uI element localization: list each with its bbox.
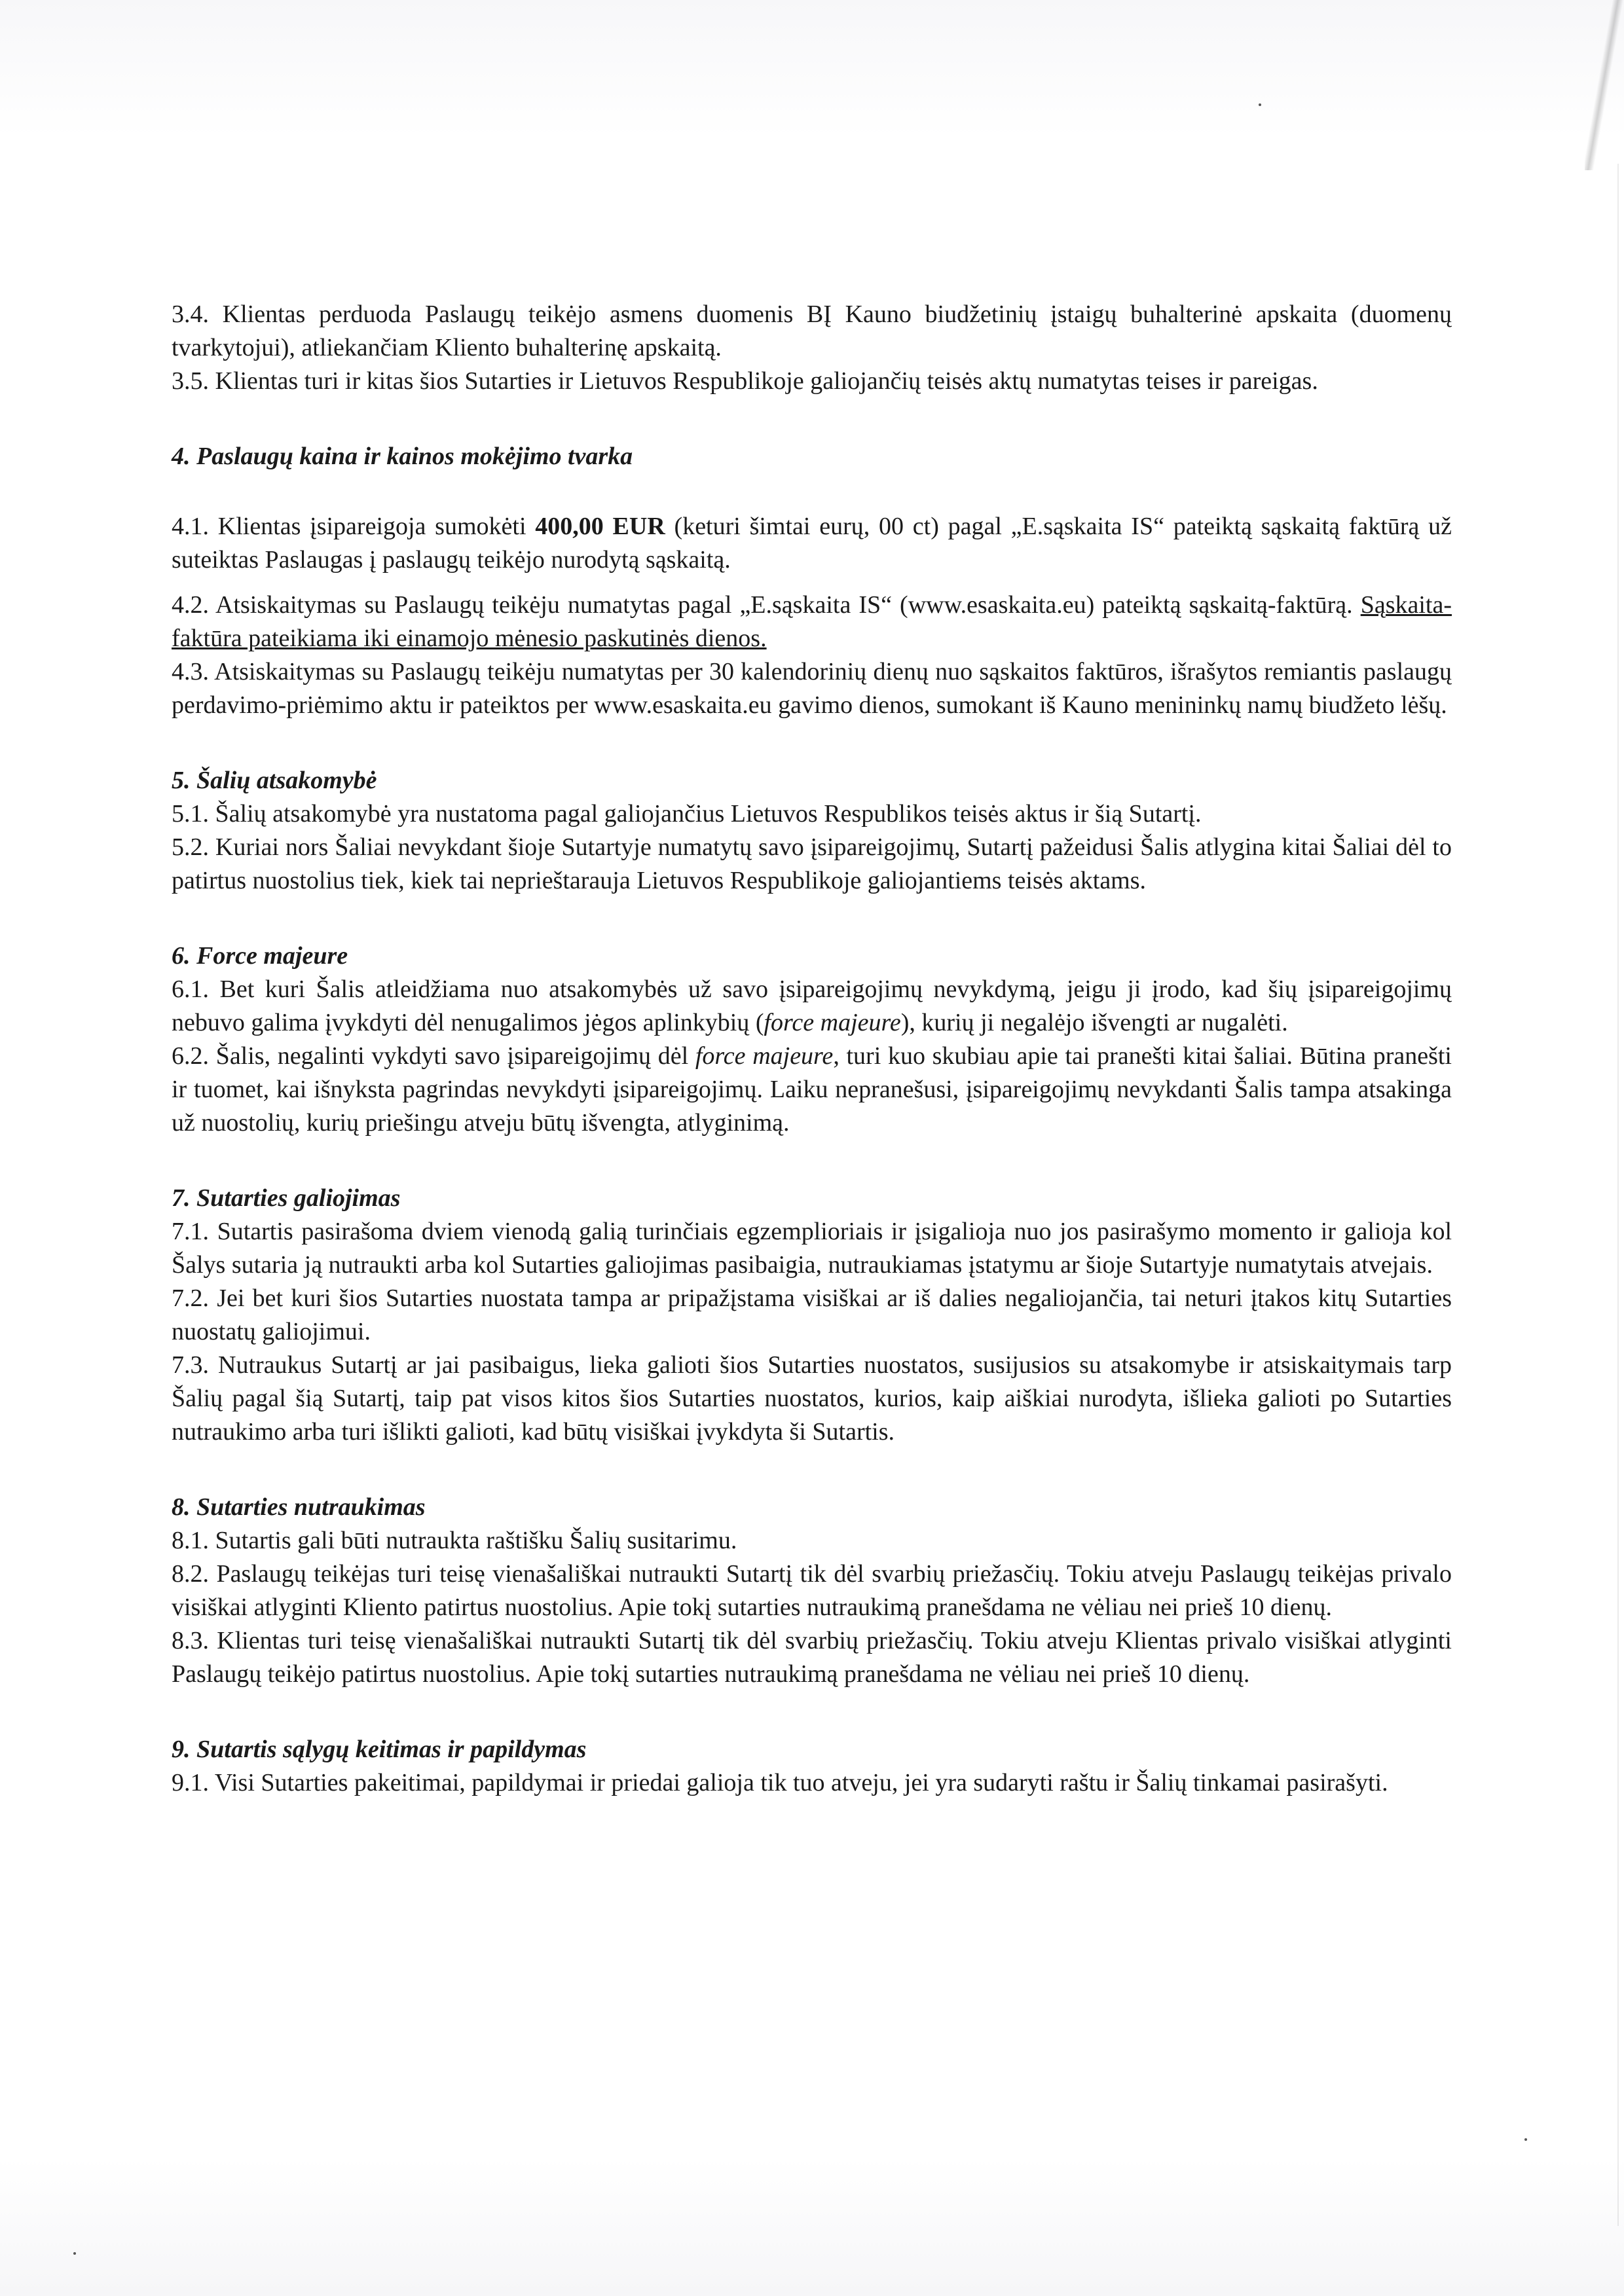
section-9 bbox=[172, 1733, 1452, 1800]
section-heading-9: 9. Sutartis sąlygų keitimas ir papildymas bbox=[172, 1736, 587, 1763]
clause-5-1: 5.1. Šalių atsakomybė yra nustatoma pagal galiojančius Lietuvos Respublikos teisės aktus ir šią Sutartį. bbox=[172, 800, 1202, 828]
clause-4-2 bbox=[172, 589, 1452, 655]
clause-6-2-text-cont: , turi kuo skubiau apie tai pranešti kitai šaliai. Būtina pranešti ir tuomet, kai išnyksta pagrindas nevykdyti įsipareigojimų. Laiku nepranešusi, įsipareigojimų nevykdanti Šalis tampa atsakinga už nuostolių, kurių priešingu atveju būtų išvengta, atlyginimą. bbox=[172, 1042, 1452, 1137]
clause-8-1: 8.1. Sutartis gali būti nutraukta raštišku Šalių susitarimu. bbox=[172, 1527, 737, 1554]
clause-5-2: 5.2. Kuriai nors Šaliai nevykdant šioje Sutartyje numatytų savo įsipareigojimų, Sutartį pažeidusi Šalis atlygina kitai Šaliai dėl to patirtus nuostolius tiek, kiek tai neprieštarauja Lietuvos Respublikoje galiojantiems teisės aktams. bbox=[172, 833, 1452, 894]
page-edge-shadow bbox=[1617, 164, 1619, 2226]
clause-7-1: 7.1. Sutartis pasirašoma dviem vienodą galią turinčiais egzemplioriais ir įsigalioja nuo jos pasirašymo momento ir galioja kol Šalys sutaria ją nutraukti arba kol Sutarties galiojimas pasibaigia, nutraukiamas įstatymu ar šioje Sutartyje numatytais atvejais. bbox=[172, 1218, 1452, 1279]
clause-4-1-text-cont: (keturi šimtai eurų, 00 ct) pagal „E.sąskaita IS“ pateiktą sąskaitą faktūrą už suteiktas Paslaugas į paslaugų teikėjo nurodytą sąskaitą. bbox=[172, 513, 1452, 574]
clause-6-2 bbox=[172, 1040, 1452, 1140]
section-4 bbox=[172, 440, 1452, 722]
scan-speck bbox=[73, 2252, 76, 2255]
section-6 bbox=[172, 939, 1452, 1140]
clause-4-2-text: 4.2. Atsiskaitymas su Paslaugų teikėju numatytas pagal „E.sąskaita IS“ (www.esaskaita.eu) pateiktą sąskaitą-faktūrą. bbox=[172, 591, 1361, 619]
section-5 bbox=[172, 764, 1452, 898]
clause-6-1-text: 6.1. Bet kuri Šalis atleidžiama nuo atsakomybės už savo įsipareigojimų nevykdymą, jeigu ji įrodo, kad šių įsipareigojimų nebuvo galima įvykdyti dėl nenugalimos jėgos aplinkybių ( bbox=[172, 975, 1452, 1036]
clause-7-3: 7.3. Nutraukus Sutartį ar jai pasibaigus, lieka galioti šios Sutarties nuostatos, susijusios su atsakomybe ir atsiskaitymais tarp Šalių pagal šią Sutartį, taip pat visos kitos šios Sutarties nuostatos, kurios, kaip aiškiai nurodyta, išlieka galioti po Sutarties nutraukimo arba turi išlikti galioti, kad būtų visiškai įvykdyta ši Sutartis. bbox=[172, 1351, 1452, 1446]
clause-6-2-text: 6.2. Šalis, negalinti vykdyti savo įsipareigojimų dėl bbox=[172, 1042, 695, 1070]
clause-8-2: 8.2. Paslaugų teikėjas turi teisę vienašališkai nutraukti Sutartį tik dėl svarbių priežasčių. Tokiu atveju Paslaugų teikėjas privalo visiškai atlyginti Kliento patirtus nuostolius. Apie tokį sutarties nutraukimą pranešdama ne vėliau nei prieš 10 dienų. bbox=[172, 1560, 1452, 1621]
clause-9-1: 9.1. Visi Sutarties pakeitimai, papildymai ir priedai galioja tik tuo atveju, jei yra sudaryti raštu ir Šalių tinkamai pasirašyti. bbox=[172, 1769, 1388, 1796]
clause-8-3: 8.3. Klientas turi teisę vienašališkai nutraukti Sutartį tik dėl svarbių priežasčių. Tokiu atveju Klientas privalo visiškai atlyginti Paslaugų teikėjo patirtus nuostolius. Apie tokį sutarties nutraukimą pranešdama ne vėliau nei prieš 10 dienų. bbox=[172, 1627, 1452, 1688]
section-8 bbox=[172, 1491, 1452, 1691]
force-majeure-term: force majeure bbox=[695, 1042, 834, 1070]
scan-speck bbox=[1259, 103, 1261, 106]
section-heading-8: 8. Sutarties nutraukimas bbox=[172, 1493, 426, 1521]
section-heading-7: 7. Sutarties galiojimas bbox=[172, 1184, 401, 1212]
clause-4-1-text: 4.1. Klientas įsipareigoja sumokėti bbox=[172, 513, 536, 540]
section-heading-6: 6. Force majeure bbox=[172, 942, 348, 970]
clause-7-2: 7.2. Jei bet kuri šios Sutarties nuostata tampa ar pripažįstama visiškai ar iš dalies negaliojančia, tai neturi įtakos kitų Sutarties nuostatų galiojimui. bbox=[172, 1285, 1452, 1345]
page-fold-shadow bbox=[1585, 0, 1624, 170]
clause-6-1 bbox=[172, 973, 1452, 1040]
section-3 bbox=[172, 298, 1452, 398]
clause-6-1-text-cont: ), kurių ji negalėjo išvengti ar nugalėti. bbox=[900, 1009, 1288, 1036]
scan-speck bbox=[1524, 2138, 1527, 2141]
price-amount: 400,00 EUR bbox=[535, 513, 665, 540]
document-body bbox=[172, 298, 1452, 1800]
section-7 bbox=[172, 1182, 1452, 1449]
clause-4-3: 4.3. Atsiskaitymas su Paslaugų teikėju numatytas per 30 kalendorinių dienų nuo sąskaitos faktūros, išrašytos remiantis paslaugų perdavimo-priėmimo aktu ir pateiktos per www.esaskaita.eu gavimo dienos, sumokant iš Kauno menininkų namų biudžeto lėšų. bbox=[172, 658, 1452, 719]
clause-4-1 bbox=[172, 510, 1452, 577]
clause-3-5: 3.5. Klientas turi ir kitas šios Sutarties ir Lietuvos Respublikoje galiojančių teisės aktų numatytas teises ir pareigas. bbox=[172, 367, 1318, 395]
clause-4-2-underlined: Sąskaita-faktūra pateikiama iki einamojo mėnesio paskutinės dienos. bbox=[172, 591, 1452, 652]
section-heading-4: 4. Paslaugų kaina ir kainos mokėjimo tvarka bbox=[172, 443, 633, 470]
clause-3-4: 3.4. Klientas perduoda Paslaugų teikėjo asmens duomenis BĮ Kauno biudžetinių įstaigų buhalterinė apskaita (duomenų tvarkytojui), atliekančiam Kliento buhalterinę apskaitą. bbox=[172, 301, 1452, 361]
force-majeure-term: force majeure bbox=[764, 1009, 901, 1036]
section-heading-5: 5. Šalių atsakomybė bbox=[172, 767, 377, 794]
